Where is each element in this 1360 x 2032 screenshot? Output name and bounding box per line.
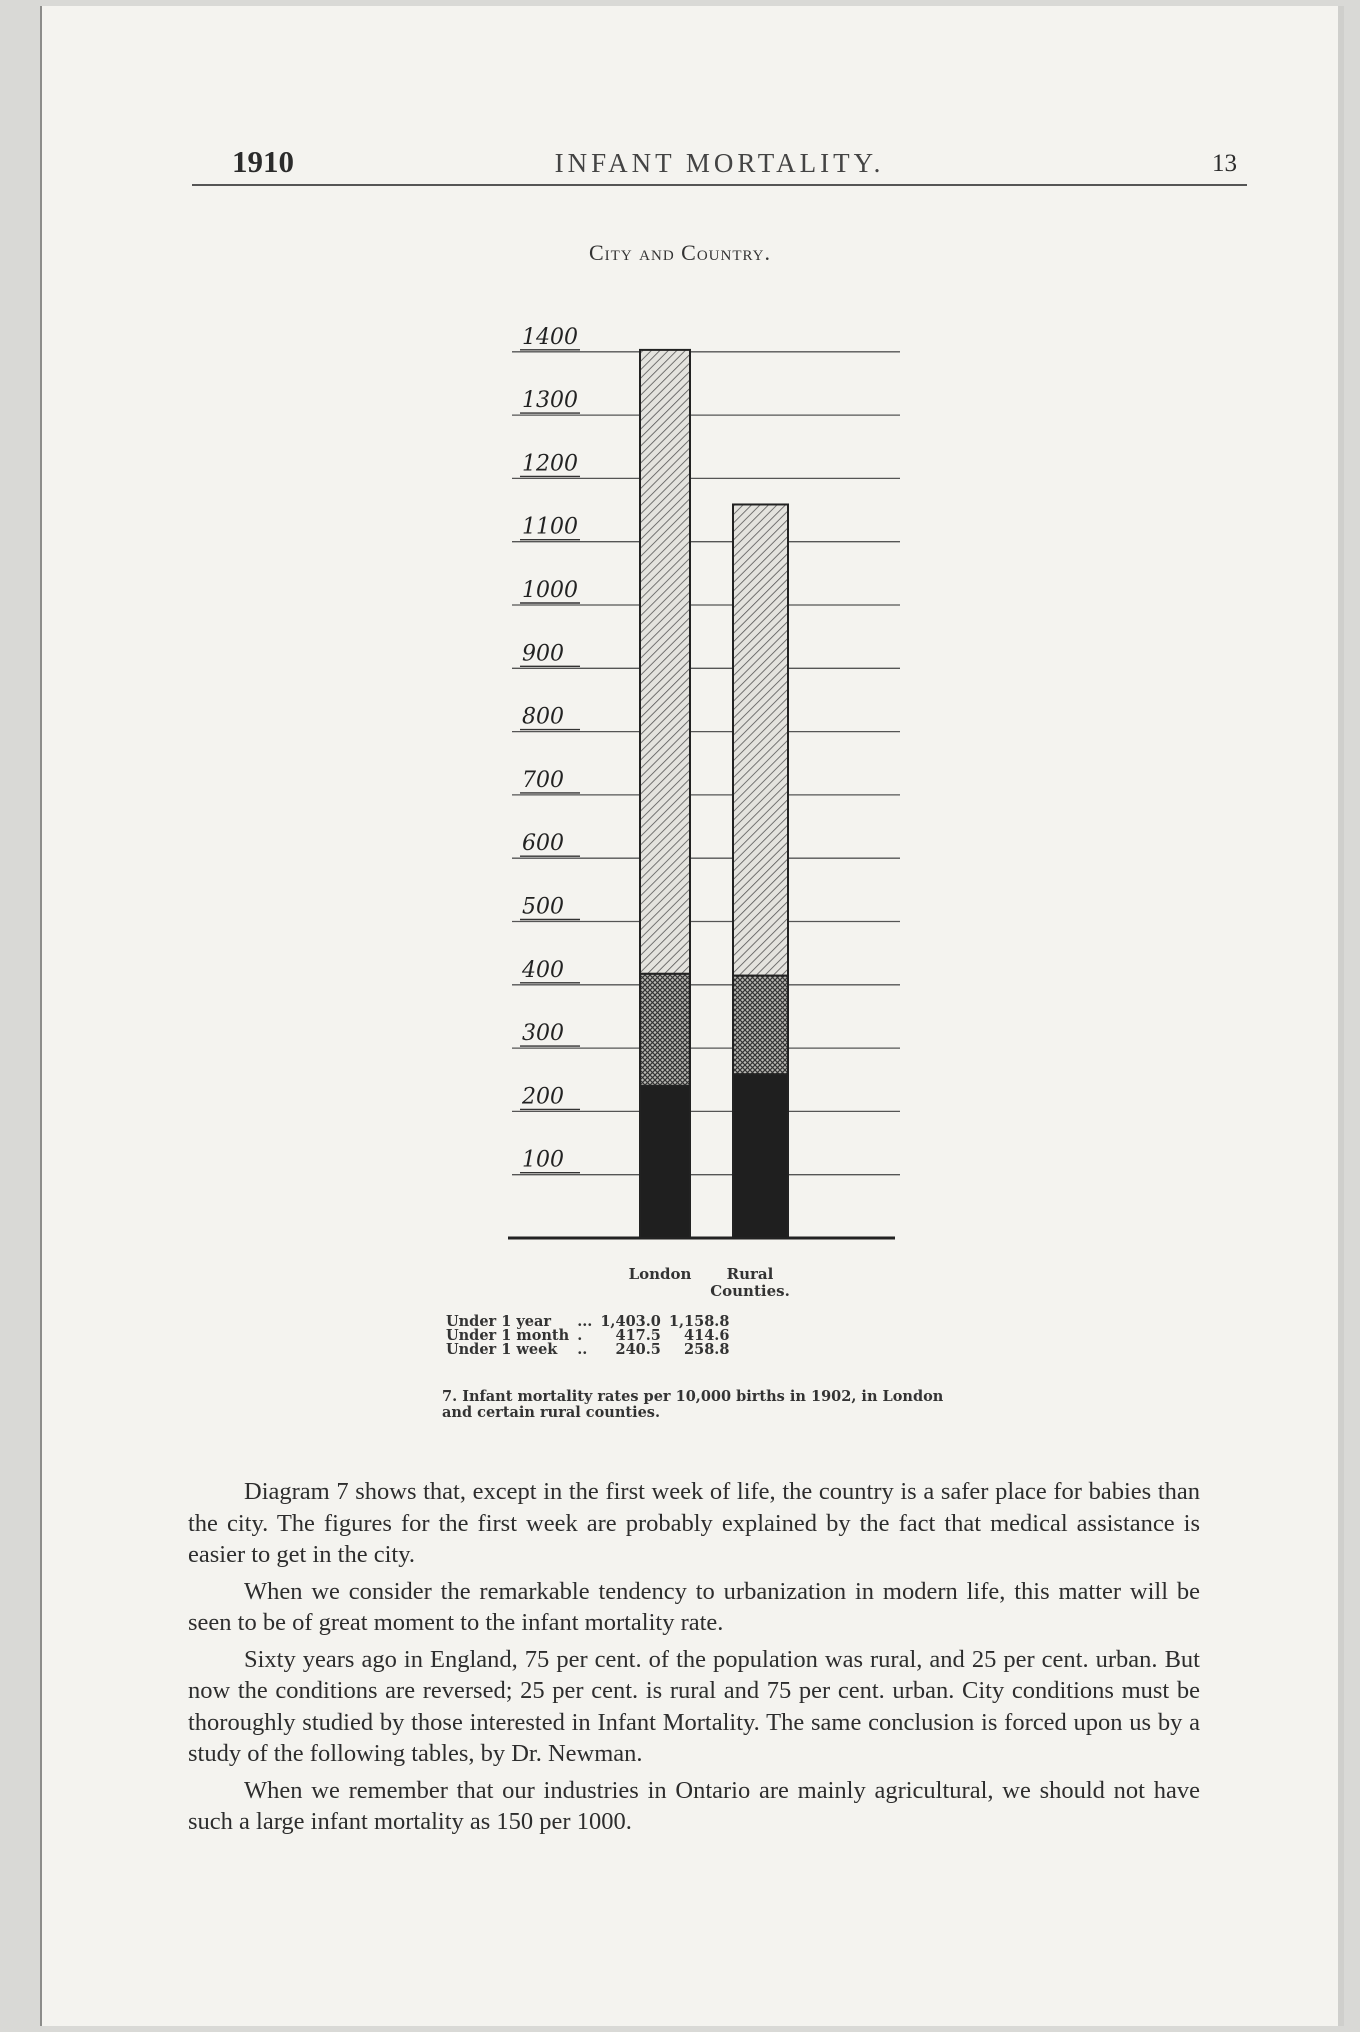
y-tick-label: 1000 bbox=[522, 578, 578, 603]
table-cell-rural: 414.6 bbox=[684, 1327, 730, 1344]
table-cell-leader: .. bbox=[577, 1341, 588, 1358]
y-tick-label: 1100 bbox=[522, 514, 578, 540]
y-tick-label: 400 bbox=[522, 957, 564, 983]
bar-segment bbox=[733, 504, 788, 975]
page-number: 13 bbox=[1212, 150, 1237, 177]
caption-number: 7. bbox=[442, 1388, 458, 1405]
paragraph: When we consider the remarkable tendency to urbanization in modern life, this matter will be seen to be of great moment to the infant mortality rate. bbox=[188, 1577, 1200, 1636]
y-tick-label: 1400 bbox=[522, 324, 578, 350]
y-tick-label: 900 bbox=[522, 641, 564, 667]
paragraph: When we remember that our industries in Ontario are mainly agricultural, we should not have such a large infant mortality as 150 per 1000. bbox=[188, 1776, 1200, 1835]
y-tick-label: 500 bbox=[522, 894, 564, 920]
x-category-label: Rural Counties. bbox=[710, 1265, 790, 1300]
y-tick-label: 1300 bbox=[522, 388, 578, 414]
table-cell-label: Under 1 year bbox=[446, 1313, 552, 1330]
table-cell-leader: . bbox=[577, 1327, 583, 1344]
y-tick-label: 300 bbox=[522, 1021, 564, 1047]
body-text bbox=[188, 1476, 1200, 1843]
table-row bbox=[442, 1343, 733, 1357]
bar-segment bbox=[640, 974, 690, 1086]
x-category-label: London bbox=[628, 1265, 692, 1283]
table-cell-london: 417.5 bbox=[615, 1327, 661, 1344]
y-tick-label: 700 bbox=[522, 767, 564, 793]
table-cell-london: 240.5 bbox=[615, 1341, 661, 1358]
table-cell-label: Under 1 month bbox=[446, 1327, 570, 1344]
figure-caption bbox=[442, 1389, 962, 1421]
header-year: 1910 bbox=[232, 144, 294, 179]
bar-segment bbox=[733, 1074, 788, 1238]
header-title: INFANT MORTALITY. bbox=[554, 148, 885, 178]
table-cell-london: 1,403.0 bbox=[600, 1313, 661, 1330]
table-cell-leader: ... bbox=[577, 1313, 593, 1330]
table-cell-label: Under 1 week bbox=[446, 1341, 558, 1358]
bar-segment bbox=[733, 976, 788, 1075]
paragraph: Diagram 7 shows that, except in the first week of life, the country is a safer place for babies than the city. The figures for the first week are probably explained by the fact that medical assistance is easier to get in the city. bbox=[188, 1478, 1200, 1568]
y-tick-label: 600 bbox=[522, 831, 564, 857]
y-tick-label: 800 bbox=[522, 704, 564, 730]
table-cell-rural: 1,158.8 bbox=[668, 1313, 730, 1330]
chart-title: City and Country. bbox=[588, 240, 771, 265]
y-tick-label: 1200 bbox=[522, 451, 578, 477]
bar-segment bbox=[640, 350, 690, 974]
y-tick-label: 100 bbox=[522, 1147, 564, 1173]
values-table bbox=[442, 1315, 733, 1357]
paragraph: Sixty years ago in England, 75 per cent. of the population was rural, and 25 per cent. urban. But now the conditions are reversed; 25 per cent. is rural and 75 per cent. urban. City conditions must be thoroughly studied by those interested in Infant Mortality. The same conclusion is forced upon us by a study of the following tables, by Dr. Newman. bbox=[188, 1645, 1200, 1767]
caption-text: Infant mortality rates per 10,000 births in 1902, in London and certain rural counties. bbox=[442, 1388, 944, 1421]
y-tick-label: 200 bbox=[522, 1084, 564, 1110]
bar-segment bbox=[640, 1086, 690, 1238]
table-cell-rural: 258.8 bbox=[684, 1341, 730, 1358]
